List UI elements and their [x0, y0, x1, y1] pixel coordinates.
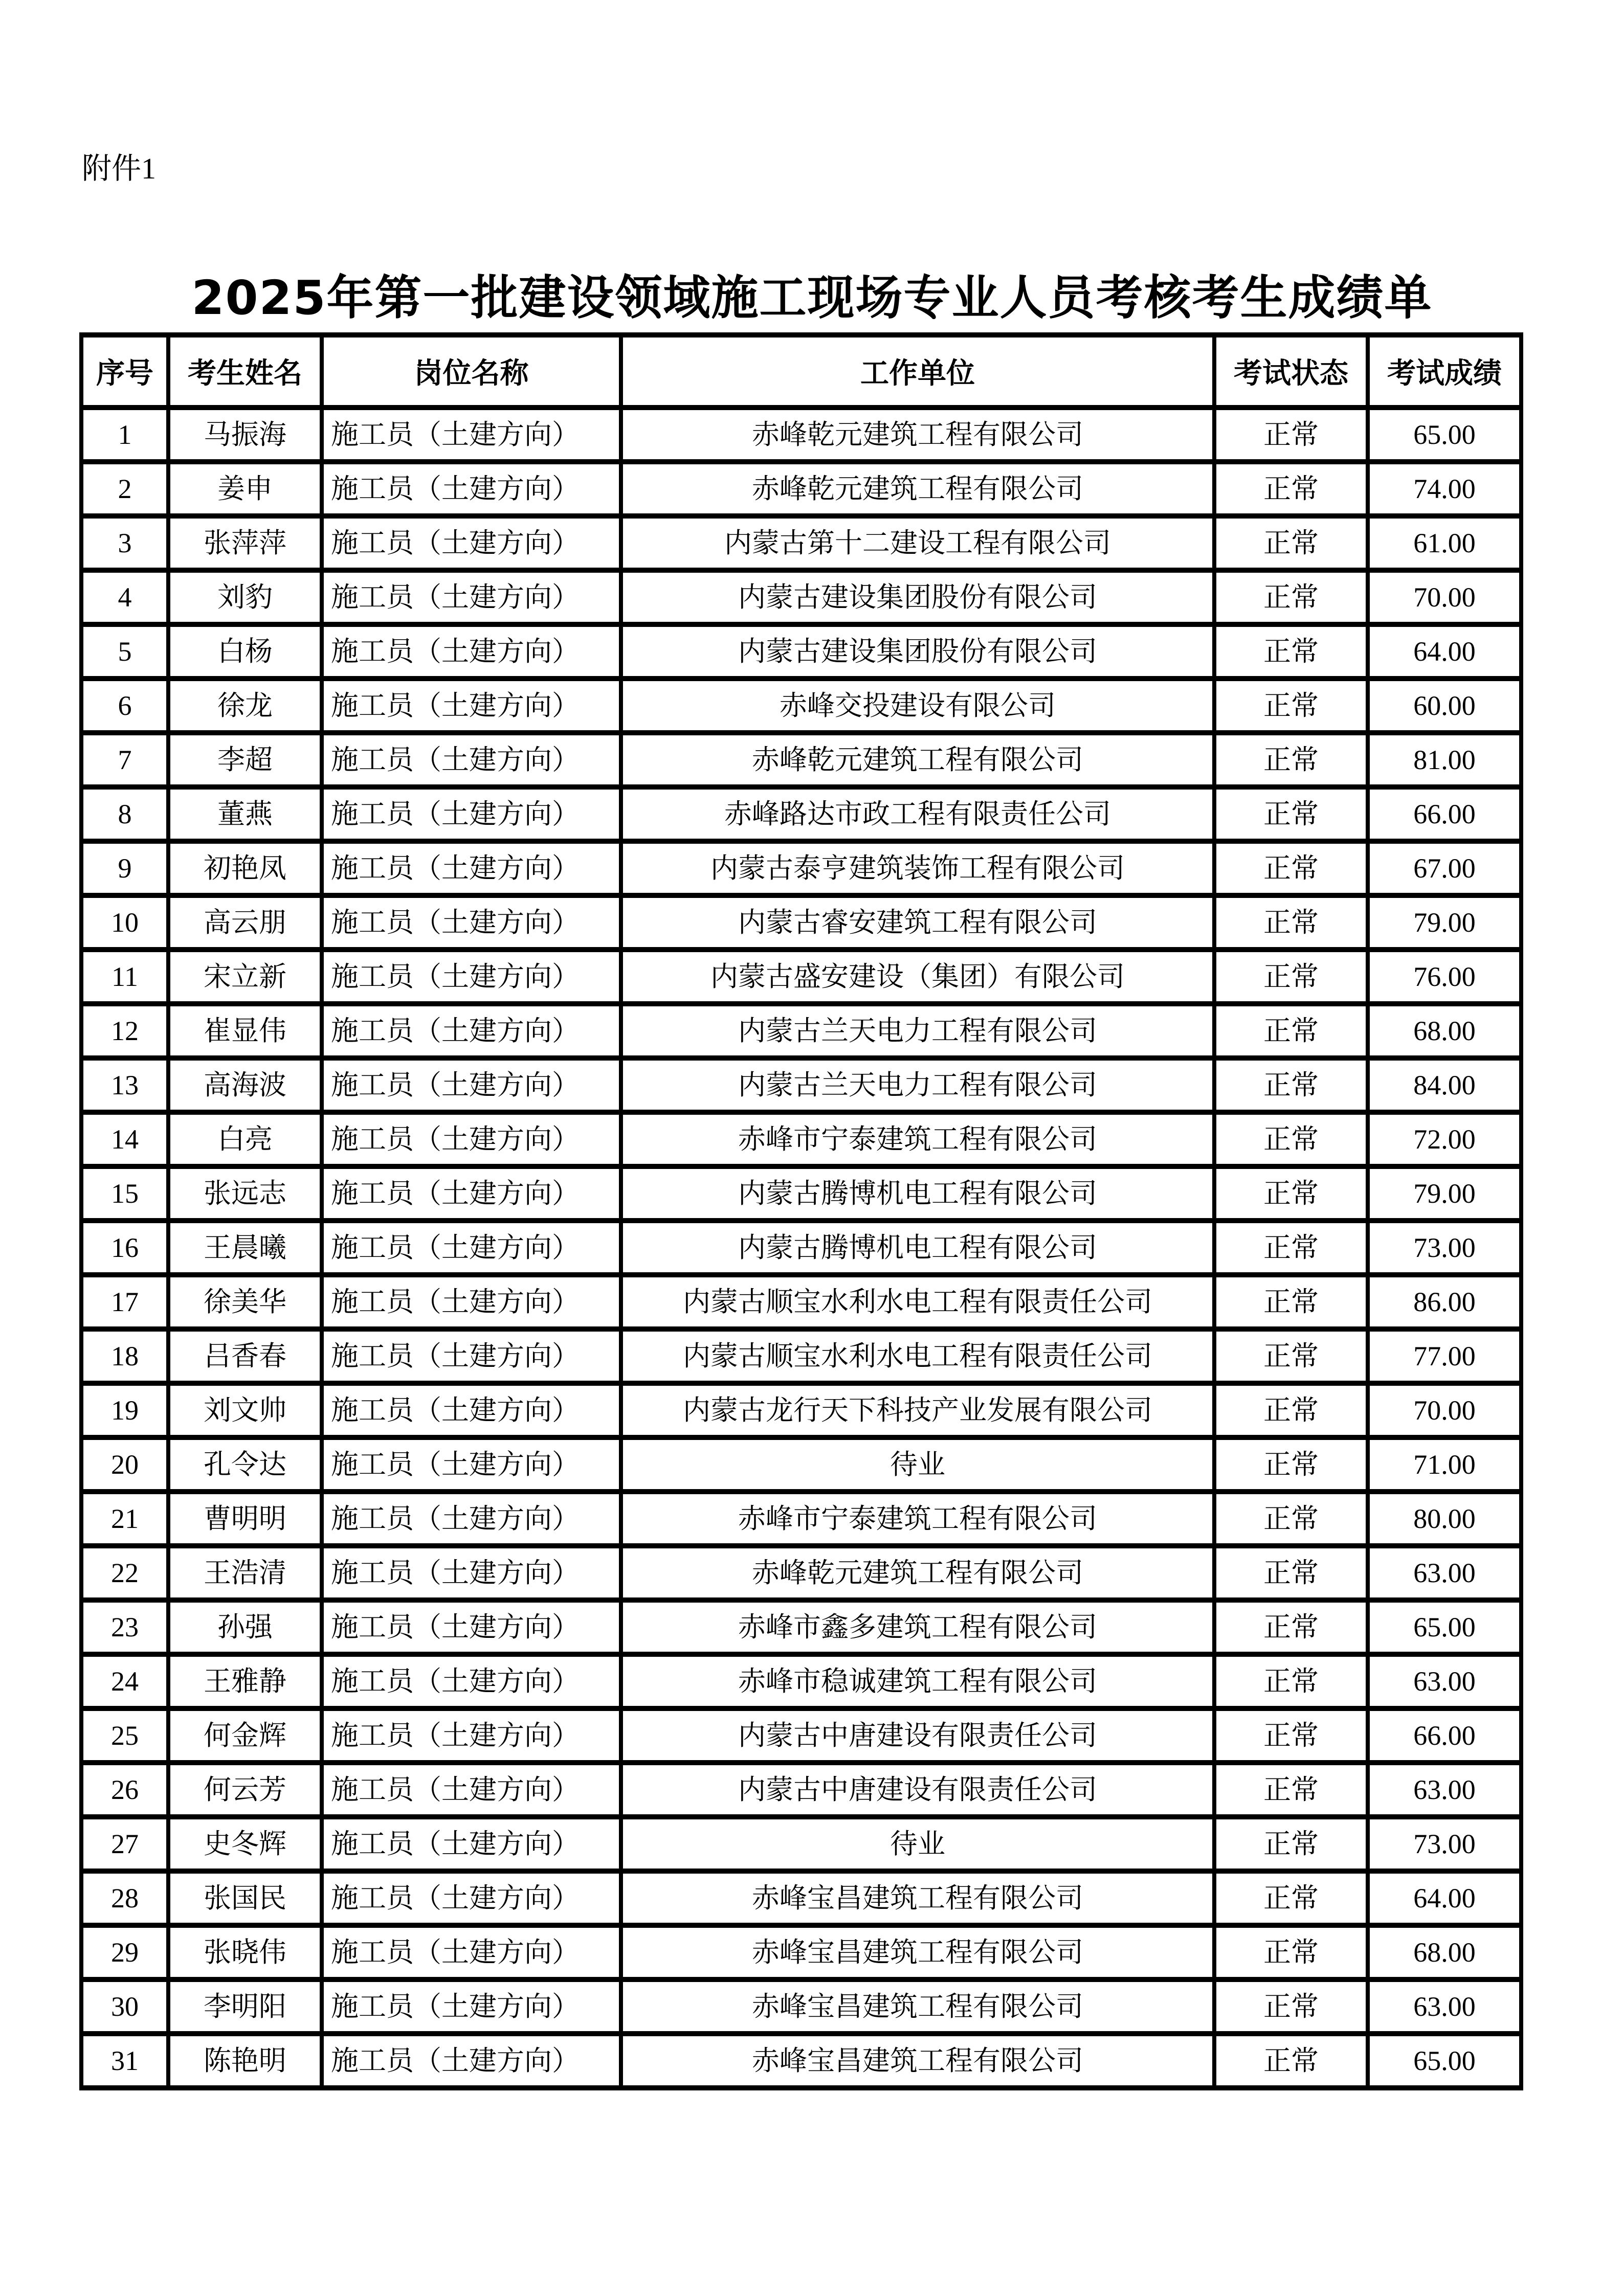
cell-status: 正常 [1214, 1817, 1368, 1871]
cell-employer: 内蒙古建设集团股份有限公司 [621, 624, 1214, 679]
cell-score: 80.00 [1368, 1492, 1521, 1546]
cell-position: 施工员（土建方向） [322, 1925, 621, 1979]
cell-status: 正常 [1214, 1546, 1368, 1600]
table-row [81, 1492, 1521, 1546]
cell-name: 史冬辉 [168, 1817, 322, 1871]
cell-position: 施工员（土建方向） [322, 1763, 621, 1817]
cell-no: 6 [81, 679, 168, 733]
table-row [81, 1600, 1521, 1654]
table-row [81, 841, 1521, 895]
cell-no: 4 [81, 570, 168, 624]
cell-status: 正常 [1214, 1925, 1368, 1979]
cell-employer: 内蒙古顺宝水利水电工程有限责任公司 [621, 1275, 1214, 1329]
cell-no: 26 [81, 1763, 168, 1817]
cell-no: 13 [81, 1058, 168, 1112]
cell-status: 正常 [1214, 1004, 1368, 1058]
header-name: 考生姓名 [168, 335, 322, 408]
cell-employer: 赤峰乾元建筑工程有限公司 [621, 733, 1214, 787]
cell-position: 施工员（土建方向） [322, 895, 621, 950]
cell-no: 16 [81, 1221, 168, 1275]
cell-name: 陈艳明 [168, 2034, 322, 2088]
table-row [81, 624, 1521, 679]
cell-status: 正常 [1214, 1166, 1368, 1221]
cell-name: 王雅静 [168, 1654, 322, 1708]
cell-status: 正常 [1214, 950, 1368, 1004]
cell-position: 施工员（土建方向） [322, 1871, 621, 1925]
header-row [81, 335, 1521, 408]
cell-name: 白杨 [168, 624, 322, 679]
cell-no: 31 [81, 2034, 168, 2088]
cell-score: 74.00 [1368, 462, 1521, 516]
cell-position: 施工员（土建方向） [322, 1058, 621, 1112]
table-row [81, 1654, 1521, 1708]
cell-status: 正常 [1214, 787, 1368, 841]
cell-position: 施工员（土建方向） [322, 1221, 621, 1275]
cell-status: 正常 [1214, 841, 1368, 895]
table-row [81, 408, 1521, 462]
cell-name: 高云朋 [168, 895, 322, 950]
cell-name: 吕香春 [168, 1329, 322, 1383]
cell-no: 19 [81, 1383, 168, 1437]
cell-employer: 赤峰市宁泰建筑工程有限公司 [621, 1492, 1214, 1546]
table-row [81, 1004, 1521, 1058]
cell-position: 施工员（土建方向） [322, 516, 621, 570]
table-row [81, 1221, 1521, 1275]
cell-employer: 待业 [621, 1817, 1214, 1871]
cell-status: 正常 [1214, 1275, 1368, 1329]
table-row [81, 462, 1521, 516]
cell-status: 正常 [1214, 1058, 1368, 1112]
cell-score: 63.00 [1368, 1763, 1521, 1817]
cell-position: 施工员（土建方向） [322, 1275, 621, 1329]
cell-employer: 内蒙古中唐建设有限责任公司 [621, 1763, 1214, 1817]
cell-employer: 赤峰乾元建筑工程有限公司 [621, 1546, 1214, 1600]
cell-employer: 赤峰交投建设有限公司 [621, 679, 1214, 733]
cell-score: 65.00 [1368, 2034, 1521, 2088]
cell-no: 17 [81, 1275, 168, 1329]
cell-status: 正常 [1214, 1221, 1368, 1275]
cell-employer: 赤峰市宁泰建筑工程有限公司 [621, 1112, 1214, 1166]
score-table [79, 332, 1523, 2090]
cell-name: 刘豹 [168, 570, 322, 624]
cell-name: 姜申 [168, 462, 322, 516]
cell-position: 施工员（土建方向） [322, 787, 621, 841]
cell-name: 徐龙 [168, 679, 322, 733]
cell-status: 正常 [1214, 516, 1368, 570]
cell-name: 董燕 [168, 787, 322, 841]
cell-score: 76.00 [1368, 950, 1521, 1004]
cell-score: 73.00 [1368, 1817, 1521, 1871]
table-row [81, 1383, 1521, 1437]
cell-status: 正常 [1214, 679, 1368, 733]
cell-name: 高海波 [168, 1058, 322, 1112]
cell-employer: 赤峰宝昌建筑工程有限公司 [621, 2034, 1214, 2088]
cell-name: 张远志 [168, 1166, 322, 1221]
cell-position: 施工员（土建方向） [322, 408, 621, 462]
cell-no: 18 [81, 1329, 168, 1383]
cell-name: 孔令达 [168, 1437, 322, 1492]
cell-employer: 待业 [621, 1437, 1214, 1492]
header-score: 考试成绩 [1368, 335, 1521, 408]
cell-no: 12 [81, 1004, 168, 1058]
cell-no: 30 [81, 1979, 168, 2034]
cell-name: 曹明明 [168, 1492, 322, 1546]
cell-status: 正常 [1214, 624, 1368, 679]
cell-no: 9 [81, 841, 168, 895]
attachment-label: 附件1 [82, 152, 157, 185]
cell-status: 正常 [1214, 462, 1368, 516]
cell-score: 68.00 [1368, 1004, 1521, 1058]
cell-status: 正常 [1214, 1492, 1368, 1546]
cell-name: 王浩清 [168, 1546, 322, 1600]
cell-score: 67.00 [1368, 841, 1521, 895]
cell-employer: 内蒙古中唐建设有限责任公司 [621, 1708, 1214, 1763]
cell-employer: 赤峰宝昌建筑工程有限公司 [621, 1871, 1214, 1925]
cell-name: 宋立新 [168, 950, 322, 1004]
cell-name: 孙强 [168, 1600, 322, 1654]
cell-employer: 内蒙古兰天电力工程有限公司 [621, 1058, 1214, 1112]
cell-no: 5 [81, 624, 168, 679]
table-row [81, 950, 1521, 1004]
cell-status: 正常 [1214, 1600, 1368, 1654]
cell-position: 施工员（土建方向） [322, 733, 621, 787]
cell-score: 68.00 [1368, 1925, 1521, 1979]
cell-score: 71.00 [1368, 1437, 1521, 1492]
cell-score: 66.00 [1368, 1708, 1521, 1763]
cell-position: 施工员（土建方向） [322, 950, 621, 1004]
cell-score: 70.00 [1368, 1383, 1521, 1437]
cell-no: 14 [81, 1112, 168, 1166]
cell-employer: 赤峰乾元建筑工程有限公司 [621, 462, 1214, 516]
cell-score: 79.00 [1368, 1166, 1521, 1221]
cell-no: 24 [81, 1654, 168, 1708]
cell-no: 28 [81, 1871, 168, 1925]
cell-score: 63.00 [1368, 1979, 1521, 2034]
table-row [81, 1708, 1521, 1763]
cell-score: 63.00 [1368, 1546, 1521, 1600]
table-row [81, 1871, 1521, 1925]
cell-no: 25 [81, 1708, 168, 1763]
header-position: 岗位名称 [322, 335, 621, 408]
cell-position: 施工员（土建方向） [322, 570, 621, 624]
cell-name: 白亮 [168, 1112, 322, 1166]
table-row [81, 1925, 1521, 1979]
cell-score: 65.00 [1368, 408, 1521, 462]
cell-no: 7 [81, 733, 168, 787]
cell-status: 正常 [1214, 1112, 1368, 1166]
header-status: 考试状态 [1214, 335, 1368, 408]
cell-position: 施工员（土建方向） [322, 679, 621, 733]
table-row [81, 570, 1521, 624]
cell-score: 79.00 [1368, 895, 1521, 950]
cell-score: 64.00 [1368, 1871, 1521, 1925]
cell-position: 施工员（土建方向） [322, 1166, 621, 1221]
cell-position: 施工员（土建方向） [322, 1817, 621, 1871]
cell-employer: 内蒙古建设集团股份有限公司 [621, 570, 1214, 624]
cell-position: 施工员（土建方向） [322, 1546, 621, 1600]
cell-position: 施工员（土建方向） [322, 1600, 621, 1654]
cell-employer: 赤峰路达市政工程有限责任公司 [621, 787, 1214, 841]
cell-name: 张萍萍 [168, 516, 322, 570]
cell-status: 正常 [1214, 408, 1368, 462]
cell-score: 81.00 [1368, 733, 1521, 787]
page-title: 2025年第一批建设领域施工现场专业人员考核考生成绩单 [191, 271, 1433, 325]
table-row [81, 516, 1521, 570]
cell-score: 66.00 [1368, 787, 1521, 841]
cell-no: 10 [81, 895, 168, 950]
cell-position: 施工员（土建方向） [322, 1708, 621, 1763]
table-row [81, 1329, 1521, 1383]
cell-no: 15 [81, 1166, 168, 1221]
cell-no: 3 [81, 516, 168, 570]
cell-position: 施工员（土建方向） [322, 841, 621, 895]
cell-employer: 内蒙古兰天电力工程有限公司 [621, 1004, 1214, 1058]
cell-position: 施工员（土建方向） [322, 462, 621, 516]
table-row [81, 1437, 1521, 1492]
cell-position: 施工员（土建方向） [322, 1383, 621, 1437]
cell-employer: 赤峰乾元建筑工程有限公司 [621, 408, 1214, 462]
cell-name: 张晓伟 [168, 1925, 322, 1979]
cell-no: 23 [81, 1600, 168, 1654]
cell-position: 施工员（土建方向） [322, 1437, 621, 1492]
cell-no: 8 [81, 787, 168, 841]
cell-name: 何金辉 [168, 1708, 322, 1763]
cell-position: 施工员（土建方向） [322, 1329, 621, 1383]
cell-no: 20 [81, 1437, 168, 1492]
table-row [81, 1979, 1521, 2034]
cell-employer: 内蒙古第十二建设工程有限公司 [621, 516, 1214, 570]
cell-no: 27 [81, 1817, 168, 1871]
cell-name: 李超 [168, 733, 322, 787]
table-row [81, 1275, 1521, 1329]
cell-status: 正常 [1214, 1383, 1368, 1437]
header-employer: 工作单位 [621, 335, 1214, 408]
cell-no: 29 [81, 1925, 168, 1979]
table-row [81, 1763, 1521, 1817]
cell-name: 何云芳 [168, 1763, 322, 1817]
table-row [81, 2034, 1521, 2088]
cell-name: 初艳凤 [168, 841, 322, 895]
cell-position: 施工员（土建方向） [322, 1979, 621, 2034]
cell-score: 63.00 [1368, 1654, 1521, 1708]
cell-no: 1 [81, 408, 168, 462]
cell-score: 72.00 [1368, 1112, 1521, 1166]
table-row [81, 1058, 1521, 1112]
cell-status: 正常 [1214, 733, 1368, 787]
table-row [81, 1112, 1521, 1166]
cell-position: 施工员（土建方向） [322, 1492, 621, 1546]
cell-status: 正常 [1214, 2034, 1368, 2088]
cell-status: 正常 [1214, 1979, 1368, 2034]
table-row [81, 1817, 1521, 1871]
cell-position: 施工员（土建方向） [322, 624, 621, 679]
cell-name: 李明阳 [168, 1979, 322, 2034]
cell-employer: 赤峰市稳诚建筑工程有限公司 [621, 1654, 1214, 1708]
cell-no: 2 [81, 462, 168, 516]
cell-position: 施工员（土建方向） [322, 1654, 621, 1708]
cell-position: 施工员（土建方向） [322, 1112, 621, 1166]
cell-score: 65.00 [1368, 1600, 1521, 1654]
cell-no: 21 [81, 1492, 168, 1546]
cell-employer: 赤峰宝昌建筑工程有限公司 [621, 1925, 1214, 1979]
cell-employer: 内蒙古泰亨建筑装饰工程有限公司 [621, 841, 1214, 895]
cell-status: 正常 [1214, 1437, 1368, 1492]
cell-name: 徐美华 [168, 1275, 322, 1329]
cell-score: 70.00 [1368, 570, 1521, 624]
table-row [81, 1546, 1521, 1600]
cell-employer: 内蒙古睿安建筑工程有限公司 [621, 895, 1214, 950]
cell-name: 刘文帅 [168, 1383, 322, 1437]
cell-status: 正常 [1214, 1708, 1368, 1763]
cell-score: 84.00 [1368, 1058, 1521, 1112]
cell-position: 施工员（土建方向） [322, 2034, 621, 2088]
cell-name: 张国民 [168, 1871, 322, 1925]
table-row [81, 1166, 1521, 1221]
cell-status: 正常 [1214, 895, 1368, 950]
cell-name: 王晨曦 [168, 1221, 322, 1275]
cell-score: 73.00 [1368, 1221, 1521, 1275]
cell-position: 施工员（土建方向） [322, 1004, 621, 1058]
cell-employer: 内蒙古盛安建设（集团）有限公司 [621, 950, 1214, 1004]
cell-status: 正常 [1214, 570, 1368, 624]
cell-employer: 赤峰市鑫多建筑工程有限公司 [621, 1600, 1214, 1654]
cell-status: 正常 [1214, 1329, 1368, 1383]
cell-score: 86.00 [1368, 1275, 1521, 1329]
cell-name: 马振海 [168, 408, 322, 462]
table-row [81, 787, 1521, 841]
cell-status: 正常 [1214, 1654, 1368, 1708]
cell-status: 正常 [1214, 1871, 1368, 1925]
cell-employer: 内蒙古顺宝水利水电工程有限责任公司 [621, 1329, 1214, 1383]
cell-no: 11 [81, 950, 168, 1004]
table-row [81, 679, 1521, 733]
cell-employer: 赤峰宝昌建筑工程有限公司 [621, 1979, 1214, 2034]
cell-no: 22 [81, 1546, 168, 1600]
cell-employer: 内蒙古腾博机电工程有限公司 [621, 1221, 1214, 1275]
table-row [81, 733, 1521, 787]
cell-score: 61.00 [1368, 516, 1521, 570]
cell-employer: 内蒙古腾博机电工程有限公司 [621, 1166, 1214, 1221]
cell-score: 77.00 [1368, 1329, 1521, 1383]
header-no: 序号 [81, 335, 168, 408]
table-row [81, 895, 1521, 950]
cell-status: 正常 [1214, 1763, 1368, 1817]
cell-score: 64.00 [1368, 624, 1521, 679]
cell-name: 崔显伟 [168, 1004, 322, 1058]
cell-score: 60.00 [1368, 679, 1521, 733]
cell-employer: 内蒙古龙行天下科技产业发展有限公司 [621, 1383, 1214, 1437]
